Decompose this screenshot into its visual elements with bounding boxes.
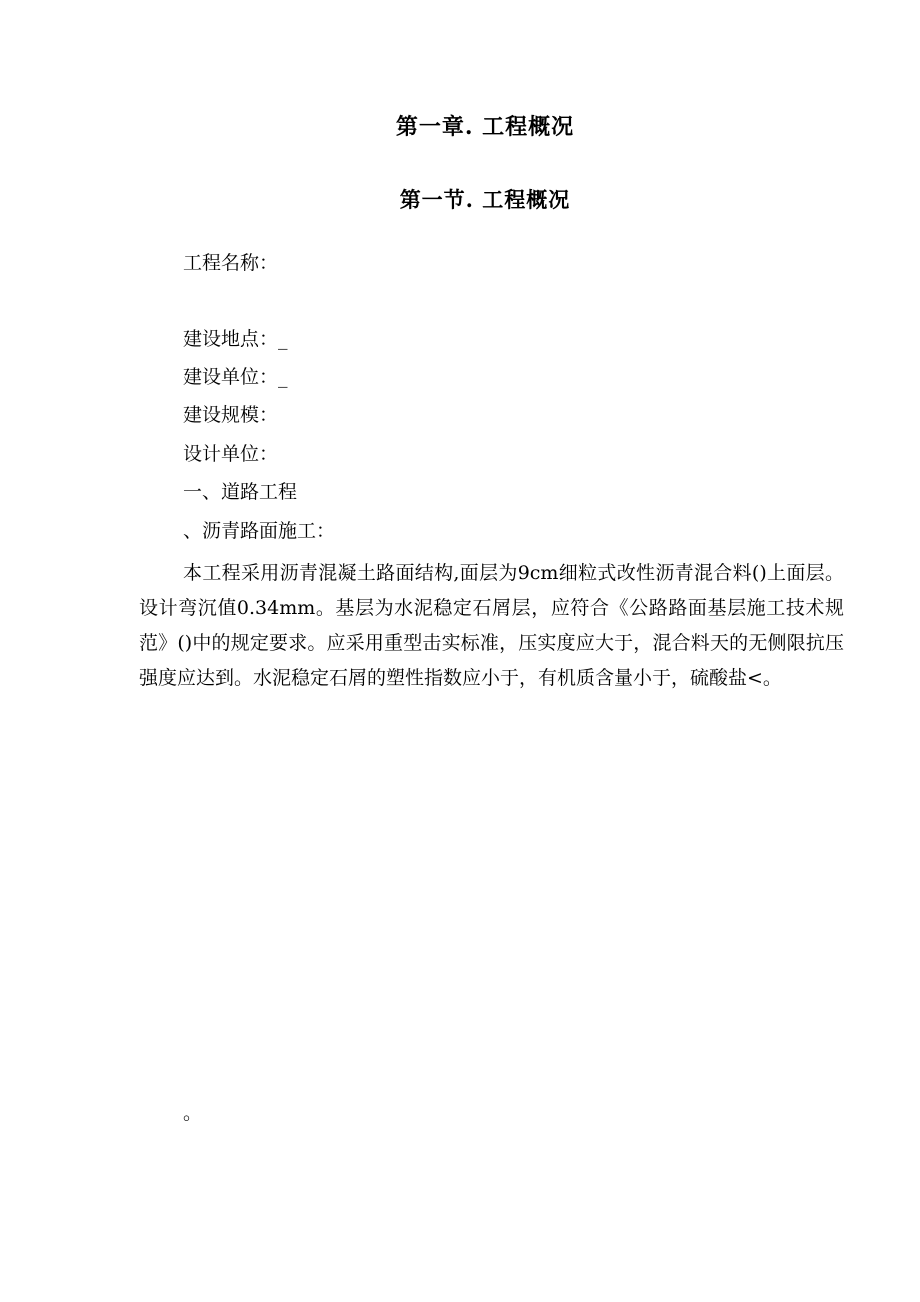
project-name-field: 工程名称： <box>183 252 279 274</box>
section-title: 第一节. 工程概况 <box>399 187 571 212</box>
scale-field: 建设规模： <box>183 404 279 426</box>
designer-field: 设计单位： <box>183 443 279 465</box>
chapter-title: 第一章. 工程概况 <box>395 114 575 140</box>
owner-field: 建设单位：_ <box>183 366 288 388</box>
trailing-mark: 。 <box>183 1102 203 1124</box>
road-works-heading: 一、道路工程 <box>183 481 298 503</box>
body-paragraph: 本工程采用沥青混凝土路面结构,面层为9cm细粒式改性沥青混合料()上面层。设计弯沉值0.34mm。基层为水泥稳定石屑层，应符合《公路路面基层施工技术规范》()中的规定要求。应采用重型击实标准，压实度应大于，混合料天的无侧限抗压强度应达到。水泥稳定石屑的塑性指数应小于，有机质含量小于，硫酸盐<。 <box>139 562 844 689</box>
asphalt-heading: 、沥青路面施工： <box>183 520 336 542</box>
location-field: 建设地点：_ <box>183 328 288 350</box>
